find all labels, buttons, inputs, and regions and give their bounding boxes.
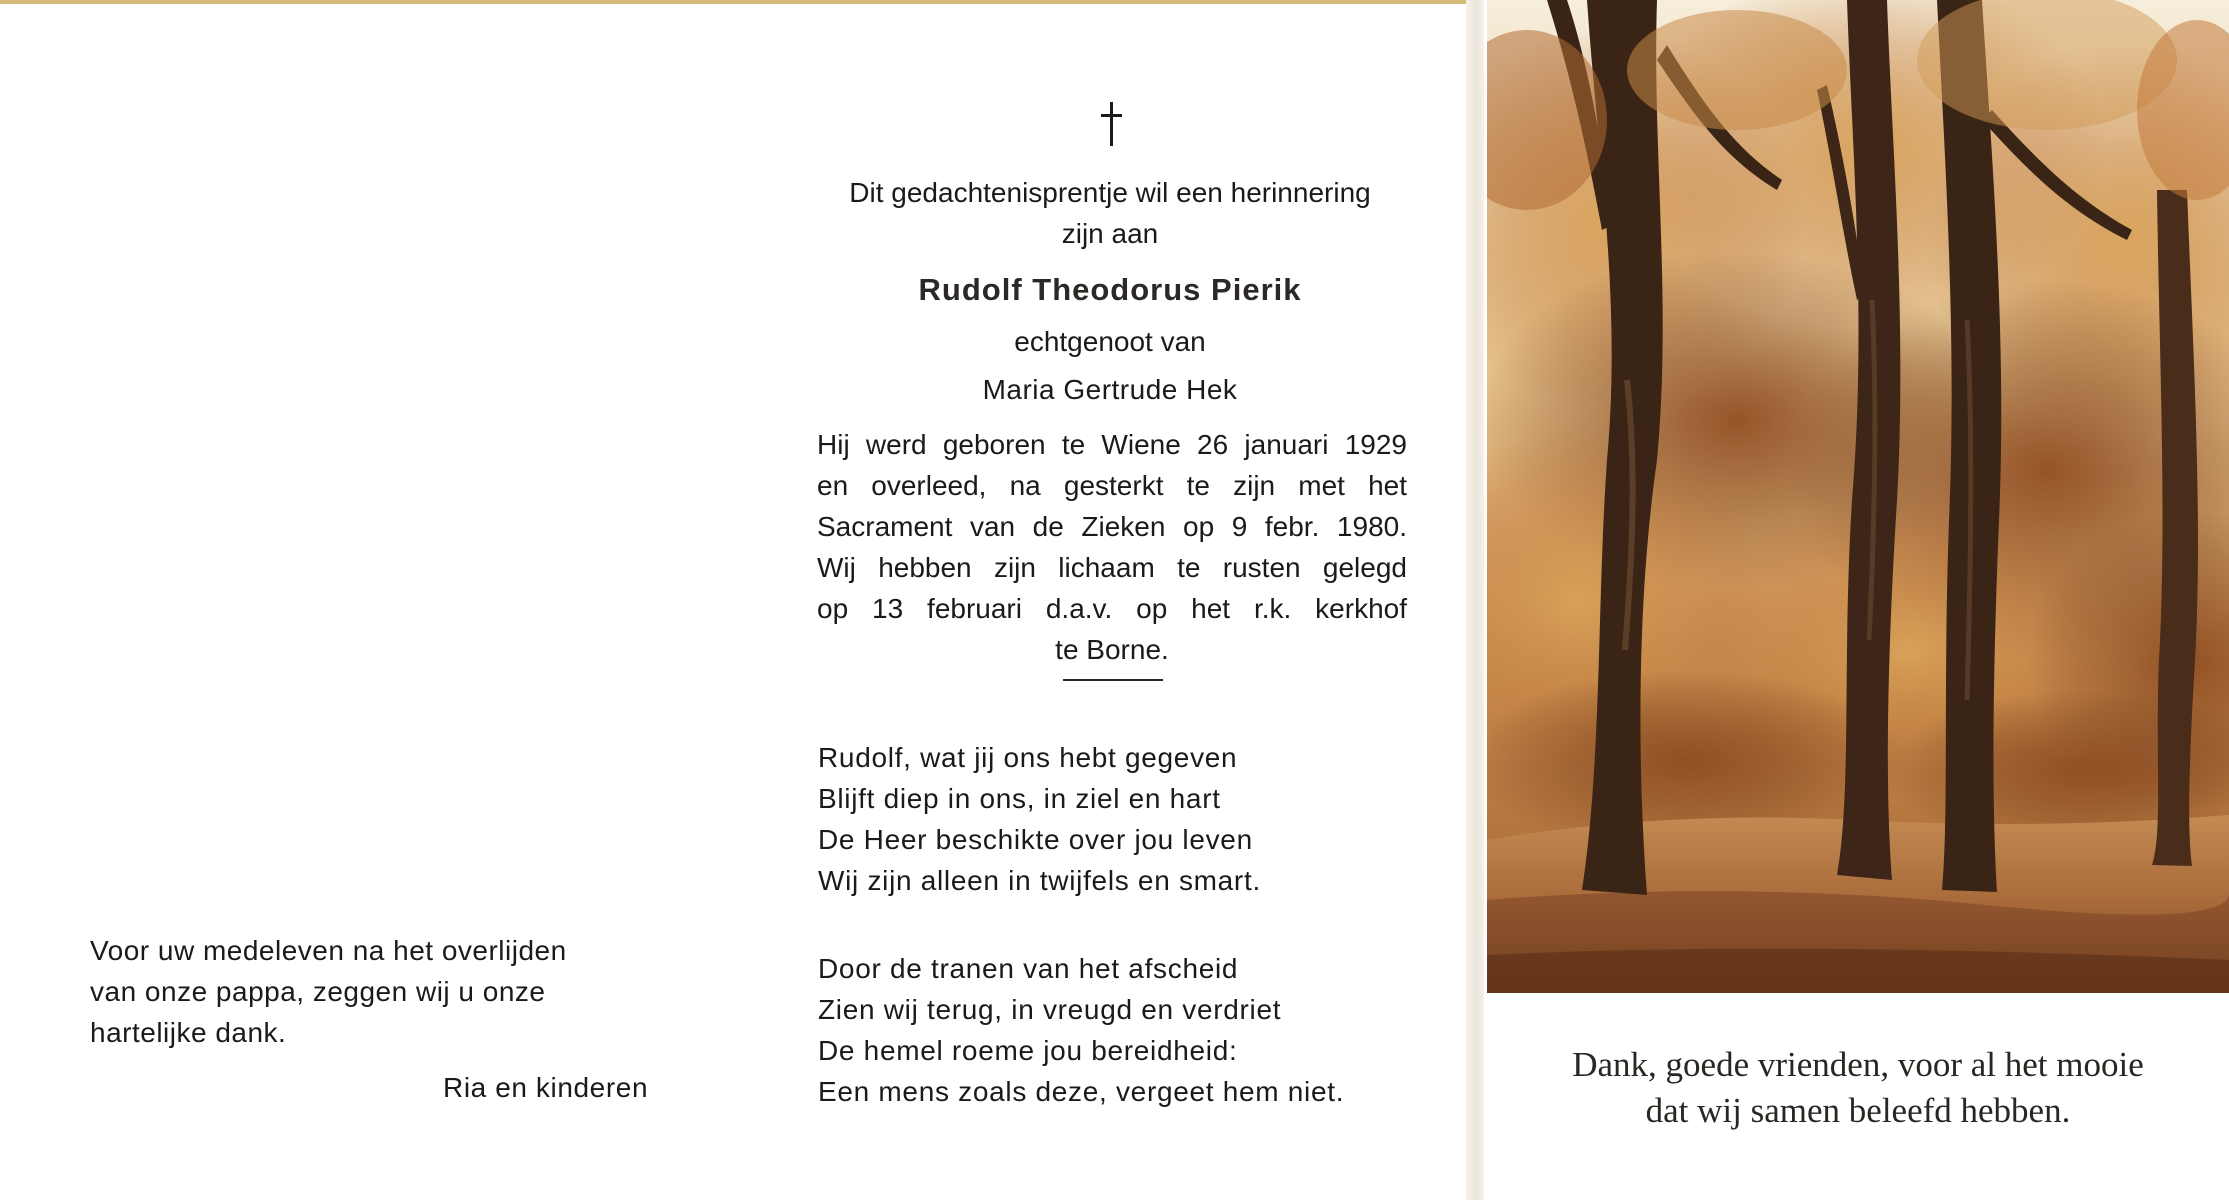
- poem-line: Blijft diep in ons, in ziel en hart: [818, 783, 1221, 814]
- intro-text: [800, 172, 1420, 254]
- autumn-forest-photo: [1487, 0, 2229, 993]
- caption-line: dat wij samen beleefd hebben.: [1645, 1091, 2071, 1130]
- intro-line: zijn aan: [1061, 218, 1159, 249]
- bio-line: te Borne.: [1055, 634, 1169, 665]
- poem-stanza-1: [818, 737, 1418, 901]
- intro-line: Dit gedachtenisprentje wil een herinnering: [849, 177, 1371, 208]
- poem-line: De hemel roeme jou bereidheid:: [818, 1035, 1238, 1066]
- biography: [817, 424, 1407, 670]
- bio-line: en overleed, na gesterkt te zijn met het: [817, 470, 1407, 501]
- left-thanks-line: Voor uw medeleven na het overlijden: [90, 935, 567, 966]
- poem-line: Door de tranen van het afscheid: [818, 953, 1239, 984]
- bio-line: Wij hebben zijn lichaam te rusten gelegd: [817, 552, 1407, 583]
- card-fold: [1466, 0, 1484, 1200]
- gold-edge: [0, 0, 1470, 4]
- poem-line: Zien wij terug, in vreugd en verdriet: [818, 994, 1282, 1025]
- bio-line: op 13 februari d.a.v. op het r.k. kerkhof: [817, 593, 1407, 624]
- bio-line: Sacrament van de Zieken op 9 febr. 1980.: [817, 511, 1407, 542]
- poem-line: Wij zijn alleen in twijfels en smart.: [818, 865, 1261, 896]
- left-thanks-line: hartelijke dank.: [90, 1017, 287, 1048]
- bio-line: Hij werd geboren te Wiene 26 januari 1929: [817, 429, 1407, 460]
- spouse-name: Maria Gertrude Hek: [982, 374, 1238, 405]
- divider: [1063, 679, 1163, 681]
- deceased-name: Rudolf Theodorus Pierik: [918, 272, 1302, 307]
- spouse-label: echtgenoot van: [1014, 326, 1206, 357]
- poem-line: De Heer beschikte over jou leven: [818, 824, 1253, 855]
- cross-icon: [1090, 100, 1134, 160]
- poem-line: Rudolf, wat jij ons hebt gegeven: [818, 742, 1238, 773]
- family-signature: Ria en kinderen: [443, 1072, 649, 1103]
- left-thanks-text: [90, 930, 690, 1053]
- left-thanks-line: van onze pappa, zeggen wij u onze: [90, 976, 546, 1007]
- poem-stanza-2: [818, 948, 1418, 1112]
- caption-line: Dank, goede vrienden, voor al het mooie: [1572, 1045, 2144, 1084]
- photo-caption: [1487, 1042, 2229, 1134]
- poem-line: Een mens zoals deze, vergeet hem niet.: [818, 1076, 1345, 1107]
